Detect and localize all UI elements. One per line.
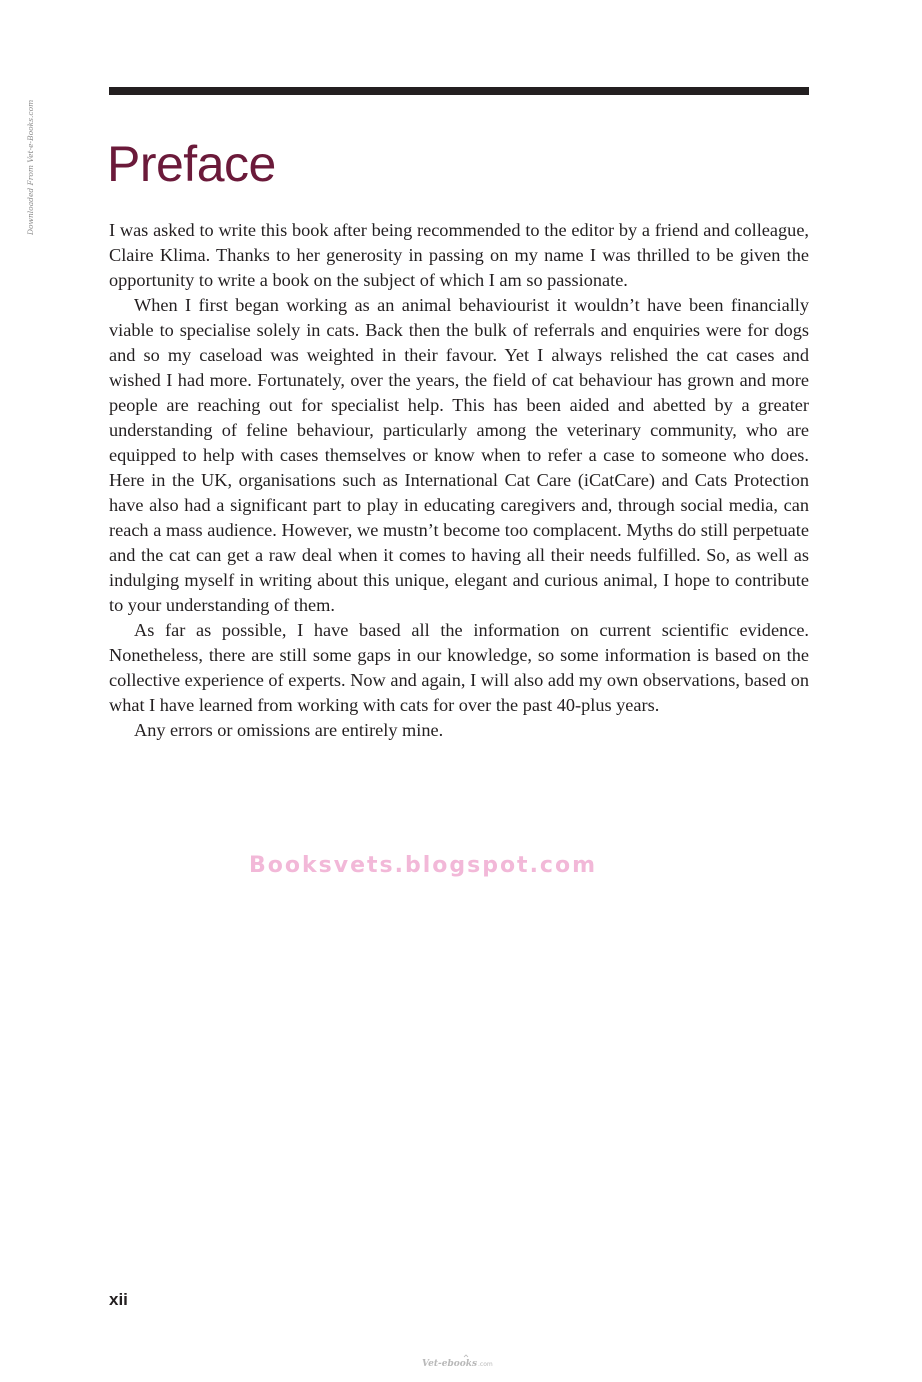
paragraph: Any errors or omissions are entirely mine.: [134, 720, 444, 740]
vet-ebooks-logo: [420, 1354, 510, 1370]
svg-text:.com: .com: [478, 1361, 493, 1368]
paragraph: I was asked to write this book after being recommended to the editor by a friend and colleague, Claire Klima. Thanks to her generosity in passing on my name I was thrilled to be given the opportunity to write a book on the subject of which I am so passionate.: [109, 220, 809, 290]
site-watermark: Booksvets.blogspot.com: [249, 853, 598, 878]
download-source-stamp: Downloaded From Vet-e-Books.com: [26, 99, 35, 235]
chapter-title: Preface: [107, 136, 276, 192]
page-number: xii: [109, 1290, 128, 1309]
paragraph: As far as possible, I have based all the information on current scientific evidence. Nonetheless, there are still some gaps in our knowledge, so some information is based on the collective experience of experts. Now and again, I will also add my own observations, based on what I have learned from working with cats for over the past 40-plus years.: [109, 620, 809, 715]
chapter-top-rule: [109, 87, 809, 95]
paragraph: When I first began working as an animal behaviourist it wouldn’t have been financially viable to specialise solely in cats. Back then the bulk of referrals and enquiries were for dogs and so my caseload was weighted in their favour. Yet I always relished the cat cases and wished I had more. Fortunately, over the years, the field of cat behaviour has grown and more people are reaching out for specialist help. This has been aided and abetted by a greater understanding of feline behaviour, particularly among the veterinary community, who are equipped to help with cases themselves or know when to refer a case to someone who does. Here in the UK, organisations such as International Cat Care (iCatCare) and Cats Protection have also had a significant part to play in educating caregivers and, through social media, can reach a mass audience. However, we mustn’t become too complacent. Myths do still perpetuate and the cat can get a raw deal when it comes to having all their needs fulfilled. So, as well as indulging myself in writing about this unique, elegant and curious animal, I hope to contribute to your understanding of them.: [109, 295, 809, 615]
svg-text:Vet-ebooks: Vet-ebooks: [422, 1359, 478, 1369]
preface-body: [109, 218, 809, 743]
